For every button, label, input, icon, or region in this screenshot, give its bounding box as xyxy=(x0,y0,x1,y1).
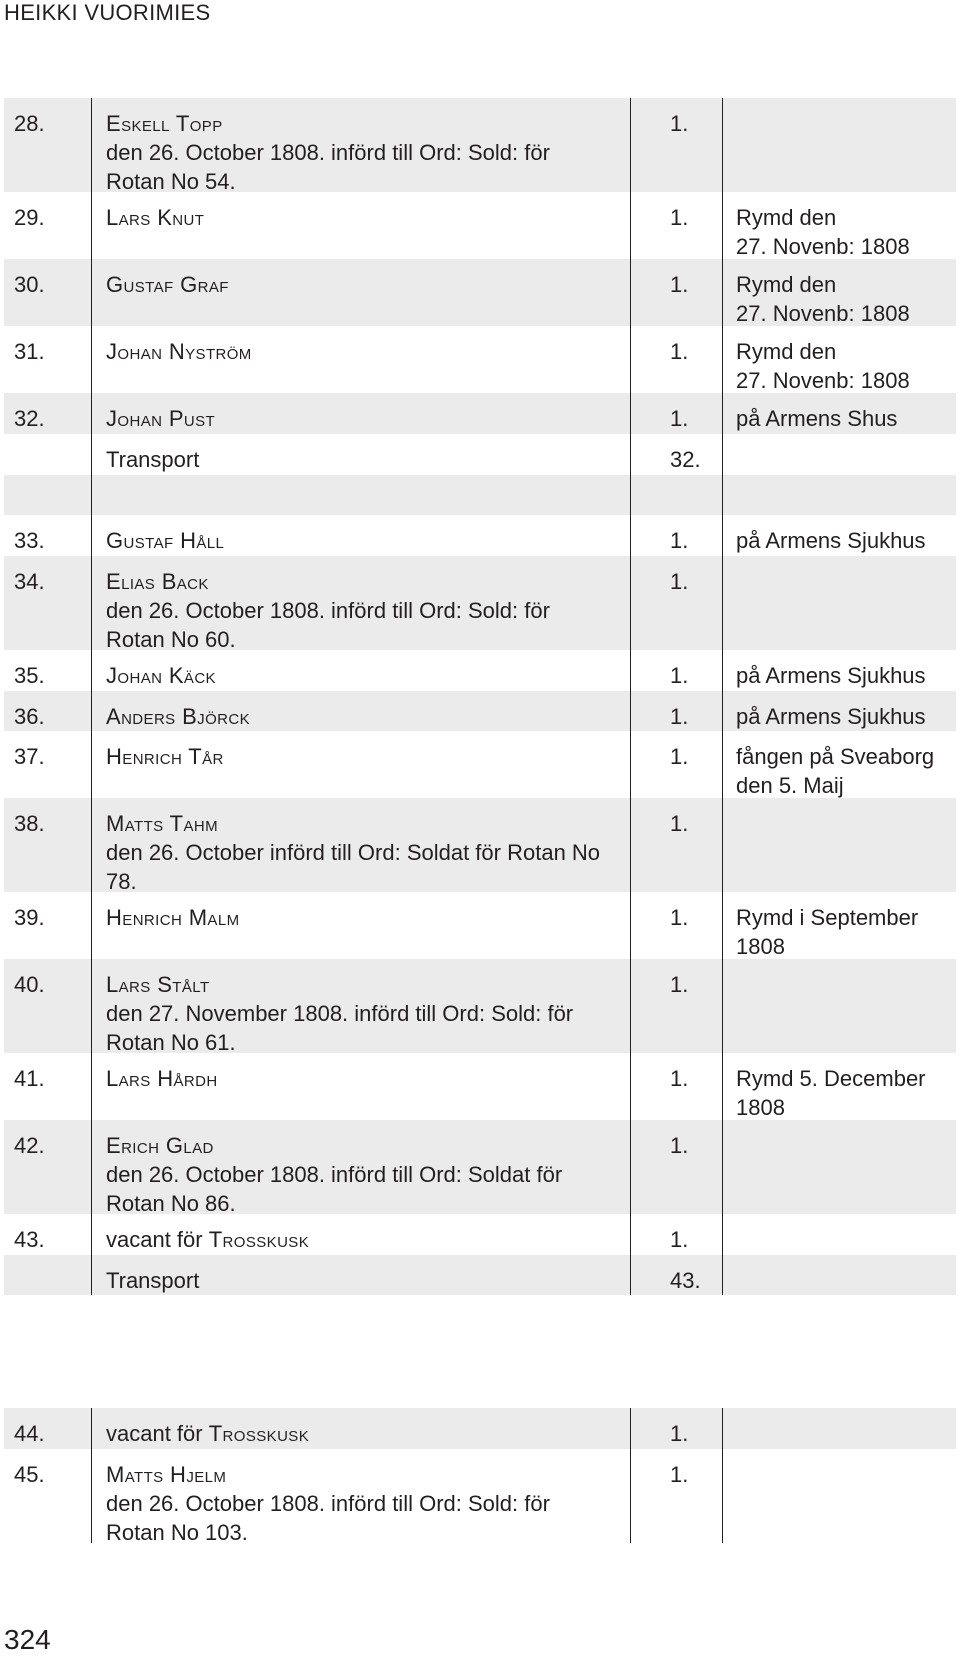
soldier-entry xyxy=(106,1214,626,1254)
soldier-name: Elias Back xyxy=(106,569,209,594)
column-divider xyxy=(630,1408,631,1543)
row-number xyxy=(14,434,94,445)
soldier-name: Matts Hjelm xyxy=(106,1462,227,1487)
remark xyxy=(736,731,960,800)
table-row xyxy=(4,434,956,475)
enlistment-note: den 26. October införd till Ord: Soldat för Rotan No xyxy=(106,840,601,865)
table-row xyxy=(4,1255,956,1295)
soldier-entry xyxy=(106,326,626,366)
remark-line: 27. Novenb: 1808 xyxy=(736,234,910,259)
table-row xyxy=(4,731,956,798)
soldier-name: Eskell Topp xyxy=(106,111,223,136)
muster-table-2 xyxy=(4,1408,956,1543)
quantity: 1. xyxy=(670,704,689,729)
soldier-entry xyxy=(106,1255,626,1295)
column-divider xyxy=(722,98,723,1295)
soldier-name: Lars Stålt xyxy=(106,972,210,997)
remark-line: Rymd i September xyxy=(736,905,919,930)
quantity: 1. xyxy=(670,528,689,553)
row-number: 35. xyxy=(14,663,45,688)
column-divider xyxy=(91,98,92,1295)
remark xyxy=(736,556,960,567)
row-number: 44. xyxy=(14,1421,45,1446)
soldier-entry xyxy=(106,98,626,196)
table-row xyxy=(4,1053,956,1120)
soldier-entry xyxy=(106,259,626,299)
quantity: 1. xyxy=(670,111,689,136)
table-row xyxy=(4,475,956,515)
quantity: 1. xyxy=(670,339,689,364)
remark xyxy=(736,98,960,109)
enlistment-note: den 27. November 1808. införd till Ord: Sold: för xyxy=(106,1001,574,1026)
row-number: 32. xyxy=(14,406,45,431)
enlistment-note: den 26. October 1808. införd till Ord: Sold: för xyxy=(106,140,550,165)
soldier-name: Henrich Malm xyxy=(106,905,240,930)
page-number: 324 xyxy=(4,1624,51,1655)
remark-line: på Armens Sjukhus xyxy=(736,528,926,553)
remark xyxy=(736,1214,960,1225)
soldier-name: Johan Nyström xyxy=(106,339,252,364)
column-divider xyxy=(630,98,631,1295)
remark xyxy=(736,959,960,970)
remark-line: Rymd 5. December xyxy=(736,1066,926,1091)
remark xyxy=(736,393,960,433)
quantity: 1. xyxy=(670,663,689,688)
enlistment-note: 78. xyxy=(106,869,137,894)
soldier-name: Lars Hårdh xyxy=(106,1066,218,1091)
row-number: 31. xyxy=(14,339,45,364)
soldier-entry xyxy=(106,650,626,690)
enlistment-note: den 26. October 1808. införd till Ord: Sold: för xyxy=(106,1491,550,1516)
soldier-entry xyxy=(106,959,626,1057)
remark xyxy=(736,691,960,731)
remark xyxy=(736,798,960,809)
remark-line: på Armens Sjukhus xyxy=(736,704,926,729)
remark xyxy=(736,650,960,690)
quantity xyxy=(670,475,740,486)
table-row xyxy=(4,556,956,650)
enlistment-note: Rotan No 60. xyxy=(106,627,236,652)
table-row xyxy=(4,959,956,1053)
row-number: 41. xyxy=(14,1066,45,1091)
soldier-entry xyxy=(106,1408,626,1448)
soldier-entry xyxy=(106,393,626,433)
table-row xyxy=(4,98,956,192)
row-number: 29. xyxy=(14,205,45,230)
running-header: HEIKKI VUORIMIES xyxy=(4,0,211,25)
row-number: 30. xyxy=(14,272,45,297)
soldier-name: Lars Knut xyxy=(106,205,205,230)
row-number: 37. xyxy=(14,744,45,769)
transport-label: Transport xyxy=(106,447,200,472)
quantity: 1. xyxy=(670,1462,689,1487)
remark xyxy=(736,434,960,445)
row-number: 36. xyxy=(14,704,45,729)
row-number: 40. xyxy=(14,972,45,997)
enlistment-note: Rotan No 61. xyxy=(106,1030,236,1055)
remark xyxy=(736,1408,960,1419)
muster-table-1 xyxy=(4,98,956,1295)
soldier-entry xyxy=(106,798,626,896)
column-divider xyxy=(722,1408,723,1543)
row-number xyxy=(14,1255,94,1266)
soldier-name: Johan Pust xyxy=(106,406,216,431)
soldier-name: Johan Käck xyxy=(106,663,216,688)
remark-line: på Armens Sjukhus xyxy=(736,663,926,688)
soldier-entry xyxy=(106,475,626,486)
soldier-entry xyxy=(106,434,626,474)
transport-label: Transport xyxy=(106,1268,200,1293)
remark xyxy=(736,192,960,261)
remark-line: 1808 xyxy=(736,1095,785,1120)
table-row xyxy=(4,1408,956,1449)
remark xyxy=(736,1120,960,1131)
table-row xyxy=(4,1120,956,1214)
soldier-entry xyxy=(106,892,626,932)
remark-line: 1808 xyxy=(736,934,785,959)
quantity: 1. xyxy=(670,569,689,594)
remark-line: Rymd den xyxy=(736,272,837,297)
soldier-name: Matts Tahm xyxy=(106,811,219,836)
table-row xyxy=(4,892,956,959)
quantity: 1. xyxy=(670,406,689,431)
enlistment-note: Rotan No 54. xyxy=(106,169,236,194)
table-row xyxy=(4,393,956,434)
soldier-entry xyxy=(106,556,626,654)
soldier-entry xyxy=(106,731,626,771)
row-number xyxy=(14,475,94,486)
table-row xyxy=(4,798,956,892)
remark xyxy=(736,892,960,961)
quantity: 1. xyxy=(670,744,689,769)
quantity: 1. xyxy=(670,811,689,836)
remark-line: 27. Novenb: 1808 xyxy=(736,368,910,393)
quantity: 43. xyxy=(670,1268,701,1293)
remark xyxy=(736,475,960,486)
row-number: 28. xyxy=(14,111,45,136)
table-row xyxy=(4,650,956,691)
table-row xyxy=(4,192,956,259)
vacant-prefix: vacant för xyxy=(106,1227,209,1252)
remark xyxy=(736,1449,960,1460)
soldier-name: Erich Glad xyxy=(106,1133,214,1158)
remark-line: Rymd den xyxy=(736,205,837,230)
remark xyxy=(736,259,960,328)
quantity: 1. xyxy=(670,1066,689,1091)
soldier-entry xyxy=(106,1120,626,1218)
soldier-entry xyxy=(106,515,626,555)
quantity: 1. xyxy=(670,205,689,230)
remark-line: fången på Sveaborg xyxy=(736,744,935,769)
column-divider xyxy=(91,1408,92,1543)
soldier-entry xyxy=(106,1449,626,1547)
quantity: 1. xyxy=(670,972,689,997)
enlistment-note: den 26. October 1808. införd till Ord: Soldat för xyxy=(106,1162,563,1187)
soldier-name: Henrich Tår xyxy=(106,744,224,769)
soldier-name: Gustaf Håll xyxy=(106,528,225,553)
quantity: 1. xyxy=(670,1227,689,1252)
remark xyxy=(736,515,960,555)
enlistment-note: Rotan No 103. xyxy=(106,1520,248,1545)
quantity: 1. xyxy=(670,905,689,930)
remark-line: 27. Novenb: 1808 xyxy=(736,301,910,326)
vacant-role: Trosskusk xyxy=(208,1227,310,1252)
row-number: 45. xyxy=(14,1462,45,1487)
row-number: 42. xyxy=(14,1133,45,1158)
remark xyxy=(736,1255,960,1266)
soldier-name: Gustaf Graf xyxy=(106,272,229,297)
vacant-role: Trosskusk xyxy=(208,1421,310,1446)
soldier-entry xyxy=(106,1053,626,1093)
row-number: 33. xyxy=(14,528,45,553)
quantity: 32. xyxy=(670,447,701,472)
table-row xyxy=(4,326,956,393)
remark-line: på Armens Shus xyxy=(736,406,898,431)
remark-line: den 5. Maij xyxy=(736,773,844,798)
soldier-entry xyxy=(106,192,626,232)
table-row xyxy=(4,1449,956,1543)
vacant-prefix: vacant för xyxy=(106,1421,209,1446)
row-number: 34. xyxy=(14,569,45,594)
quantity: 1. xyxy=(670,1133,689,1158)
enlistment-note: Rotan No 86. xyxy=(106,1191,236,1216)
enlistment-note: den 26. October 1808. införd till Ord: Sold: för xyxy=(106,598,550,623)
quantity: 1. xyxy=(670,1421,689,1446)
soldier-name: Anders Björck xyxy=(106,704,251,729)
row-number: 38. xyxy=(14,811,45,836)
table-row xyxy=(4,259,956,326)
remark xyxy=(736,1053,960,1122)
remark xyxy=(736,326,960,395)
row-number: 39. xyxy=(14,905,45,930)
row-number: 43. xyxy=(14,1227,45,1252)
soldier-entry xyxy=(106,691,626,731)
table-row xyxy=(4,1214,956,1255)
quantity: 1. xyxy=(670,272,689,297)
table-row xyxy=(4,515,956,556)
table-row xyxy=(4,691,956,731)
remark-line: Rymd den xyxy=(736,339,837,364)
